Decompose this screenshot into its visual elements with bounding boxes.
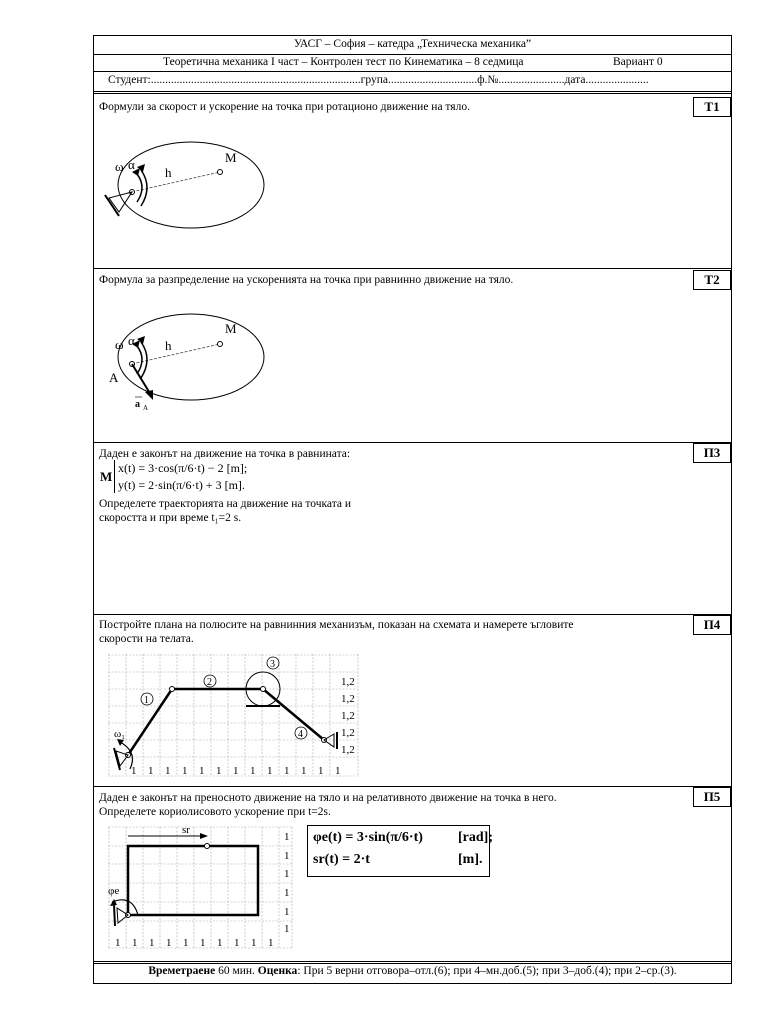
- p3-point-m: M: [100, 469, 113, 484]
- p5-col-label: 1: [132, 937, 138, 949]
- t2-h-label: h: [165, 338, 172, 353]
- p5-col-label: 1: [268, 937, 274, 949]
- section-divider-t2: [93, 268, 732, 269]
- p3-equation-x: x(t) = 3·cos(π/6·t) − 2 [m];: [118, 461, 248, 475]
- p4-body-4: 4: [298, 729, 303, 740]
- p4-question-line2: скорости на телата.: [99, 633, 194, 645]
- p4-col-label: 1: [233, 765, 239, 777]
- header-title: УАСГ – София – катедра „Техническа механика”: [293, 38, 532, 50]
- footer-grade-label: Оценка: [257, 965, 298, 977]
- p5-col-label: 1: [217, 937, 223, 949]
- t2-alpha-label: α: [128, 333, 135, 348]
- header-divider-2: [93, 71, 732, 72]
- p4-question-line1: Постройте плана на полюсите на равнинния механизъм, показан на схемата и намерете ъгловите: [99, 619, 574, 631]
- section-divider-p4: [93, 614, 732, 615]
- p4-col-label: 1: [148, 765, 154, 777]
- t2-a-vector-subscript: A: [143, 404, 149, 412]
- p4-row-label: 1,2: [341, 710, 355, 722]
- p5-row-label: 1: [284, 906, 290, 918]
- p4-row-label: 1,2: [341, 727, 355, 739]
- p4-tag: П4: [693, 615, 731, 635]
- p4-row-label: 1,2: [341, 693, 355, 705]
- p5-col-label: 1: [251, 937, 257, 949]
- p5-equation-phie: φe(t) = 3·sin(π/6·t): [313, 830, 423, 845]
- p5-col-label: 1: [166, 937, 172, 949]
- p5-row-label: 1: [284, 850, 290, 862]
- p5-tag: П5: [693, 787, 731, 807]
- p4-row-label: 1,2: [341, 676, 355, 688]
- t1-h-label: h: [165, 165, 172, 180]
- p4-body-1: 1: [144, 695, 149, 706]
- p3-tag: П3: [693, 443, 731, 463]
- p5-equation-phie-unit: [rad];: [458, 830, 493, 845]
- p4-col-label: 1: [182, 765, 188, 777]
- p4-col-label: 1: [250, 765, 256, 777]
- student-info-line: Студент:.........................................................................група...............................ф.№.......................дата......................: [108, 74, 649, 86]
- p4-col-label: 1: [301, 765, 307, 777]
- footer-divider: [93, 961, 732, 964]
- t2-tag: T2: [693, 270, 731, 290]
- p4-mechanism-diagram: [108, 654, 360, 778]
- p4-body-3: 3: [270, 659, 275, 670]
- t2-a-vector-label: a: [135, 399, 140, 410]
- p5-col-label: 1: [234, 937, 240, 949]
- t2-a-point-label: A: [109, 370, 119, 385]
- p5-row-label: 1: [284, 831, 290, 843]
- p4-col-label: 1: [318, 765, 324, 777]
- p4-col-label: 1: [267, 765, 273, 777]
- t1-rotation-diagram: [95, 140, 275, 240]
- p4-col-label: 1: [335, 765, 341, 777]
- footer-time-label: Времетраене: [148, 965, 216, 977]
- p3-question: Даден е законът на движение на точка в равнината:: [99, 448, 351, 460]
- p5-col-label: 1: [149, 937, 155, 949]
- p5-sr-label: sr: [182, 824, 190, 836]
- t2-m-label: M: [225, 321, 237, 336]
- p4-col-label: 1: [165, 765, 171, 777]
- t1-tag: T1: [693, 97, 731, 117]
- p5-coriolis-diagram: [108, 822, 294, 950]
- t1-m-label: M: [225, 150, 237, 165]
- p4-body-2: 2: [207, 677, 212, 688]
- section-divider-p3: [93, 442, 732, 443]
- t2-plane-motion-diagram: [95, 312, 275, 417]
- footer-grade-text: : При 5 верни отговора–отл.(6); при 4–мн.доб.(5); при 3–доб.(4); при 2–ср.(3).: [297, 965, 677, 977]
- p5-row-label: 1: [284, 868, 290, 880]
- p5-row-label: 1: [284, 887, 290, 899]
- p5-equation-sr-unit: [m].: [458, 852, 483, 867]
- p5-question-line1: Даден е законът на преносното движение на тяло и на релативното движение на точка в него.: [99, 792, 557, 804]
- p4-col-label: 1: [131, 765, 137, 777]
- t2-question: Формула за разпределение на ускоренията на точка при равнинно движение на тяло.: [99, 274, 514, 286]
- t1-question: Формули за скорост и ускорение на точка при ротационо движение на тяло.: [99, 101, 470, 113]
- t2-omega-label: ω: [115, 337, 124, 352]
- variant-label: Вариант 0: [613, 56, 663, 68]
- p4-row-label: 1,2: [341, 744, 355, 756]
- p4-col-label: 1: [284, 765, 290, 777]
- p4-col-label: 1: [216, 765, 222, 777]
- header-divider-3: [93, 91, 732, 94]
- p5-col-label: 1: [115, 937, 121, 949]
- p3-equation-y: y(t) = 2·sin(π/6·t) + 3 [m].: [118, 478, 245, 492]
- p3-task-line2: скоростта и при време t₁=2 s.: [99, 512, 242, 524]
- t1-omega-label: ω: [115, 159, 124, 174]
- p5-equation-sr: sr(t) = 2·t: [313, 852, 370, 867]
- p4-col-label: 1: [199, 765, 205, 777]
- header-divider-1: [93, 54, 732, 55]
- footer-time-value: 60 мин.: [215, 965, 258, 977]
- section-divider-p5: [93, 786, 732, 787]
- footer-grading: [93, 965, 732, 977]
- p5-phie-label: φe: [108, 885, 120, 897]
- t1-alpha-label: α: [128, 157, 135, 172]
- p5-col-label: 1: [183, 937, 189, 949]
- p4-omega1-label: ω₁: [114, 728, 126, 740]
- header-subtitle: Теоретична механика I част – Контролен тест по Кинематика – 8 седмица: [163, 56, 524, 68]
- p3-task-line1: Определете траекторията на движение на точката и: [99, 498, 352, 510]
- p5-question-line2: Определете кориолисовото ускорение при t=2s.: [99, 806, 331, 818]
- p5-col-label: 1: [200, 937, 206, 949]
- p5-row-label: 1: [284, 923, 290, 935]
